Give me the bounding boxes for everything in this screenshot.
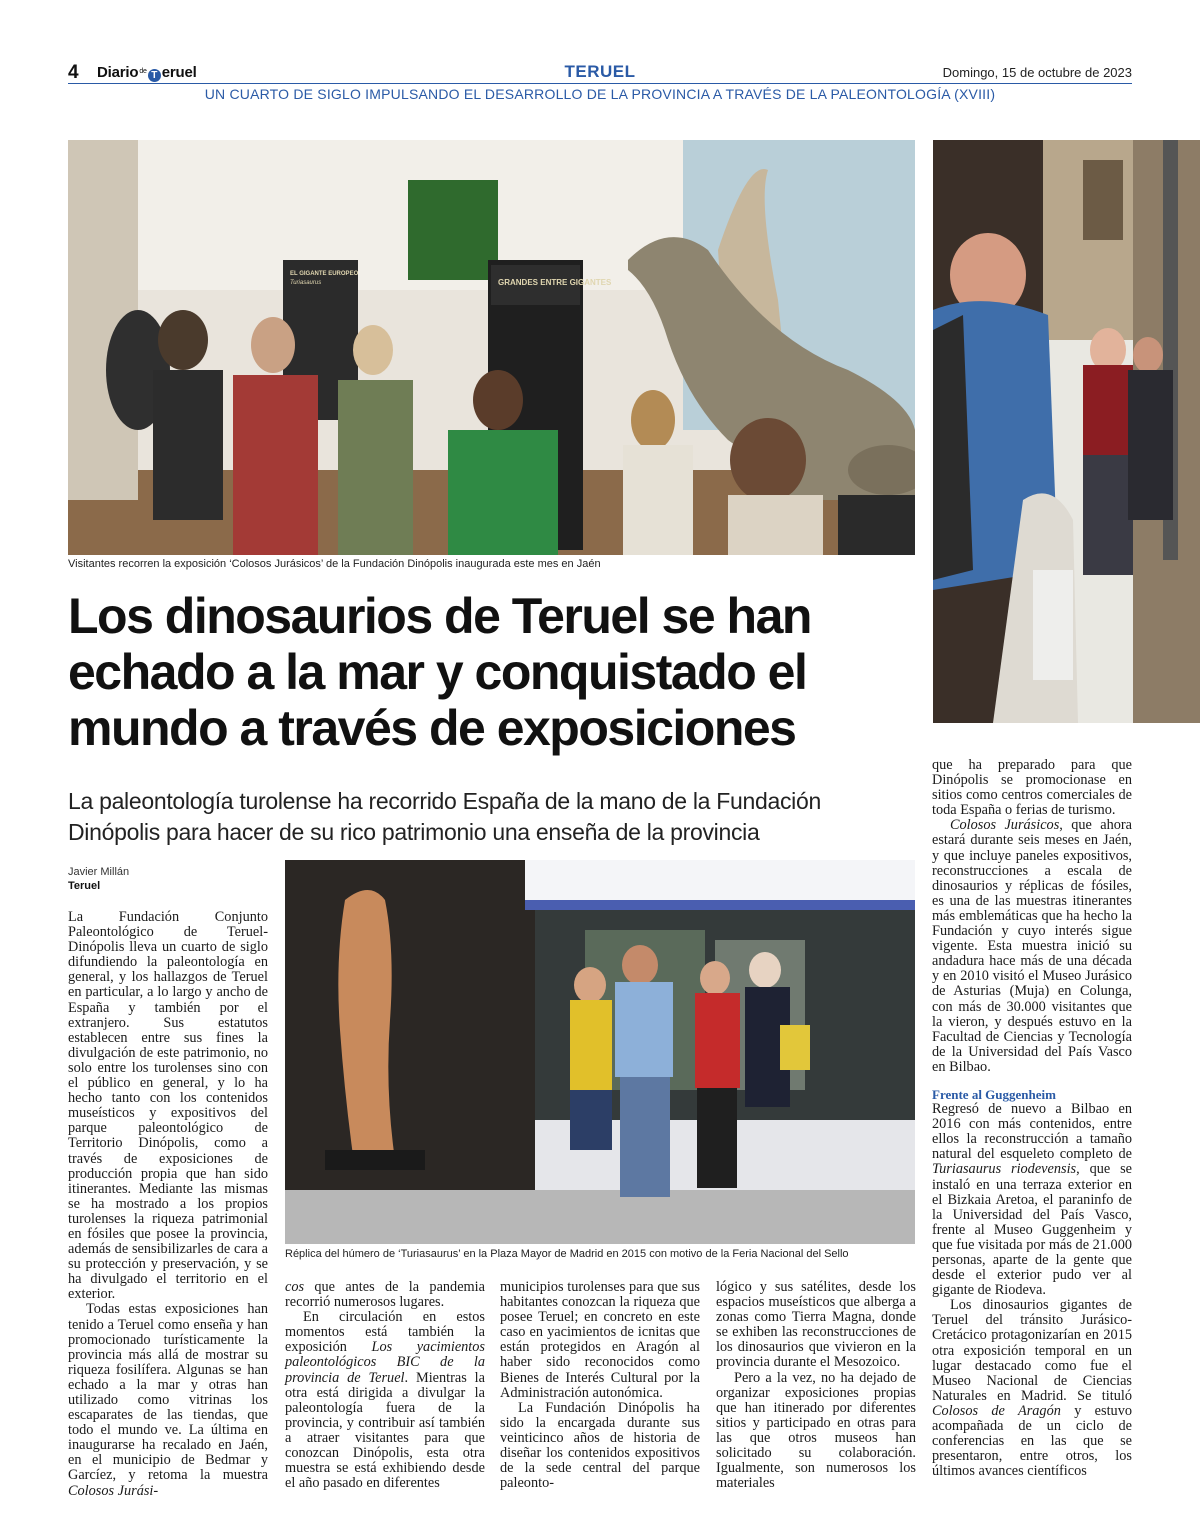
exhibition-photo bbox=[68, 140, 915, 555]
issue-date: Domingo, 15 de octubre de 2023 bbox=[942, 65, 1132, 80]
humerus-replica-photo bbox=[285, 860, 915, 1244]
section-title: TERUEL bbox=[564, 62, 636, 81]
paragraph: La Fundación Conjunto Paleontológico de Teruel-Dinópolis lleva un cuarto de siglo difundiendo la paleontología en general, y los hallazgos de Teruel en particular, a lo largo y ancho de España y también por el extranjero. Sus estatutos establecen entre sus fines la divulgación de este patrimonio, no solo entre los turolenses sino con el público en general, y lo ha hecho tanto con los contenidos museísticos y expositivos del parque paleontológico de Territorio Dinópolis, como a través de exposiciones de producción propia que han sido itinerantes. Mediante las mismas se ha mostrado a los propios turolenses la riqueza patrimonial en fósiles que posee la provincia, además de sensibilizarles de cara a su protección y preservación, y se ha divulgado el territorio en el exterior. bbox=[68, 909, 268, 1303]
article-column-3 bbox=[500, 1280, 700, 1491]
middle-photo-caption: Réplica del húmero de ‘Turiasaurus’ en la Plaza Mayor de Madrid en 2015 con motivo de la Feria Nacional del Sello bbox=[285, 1248, 849, 1260]
panel-title-1b: Turiasaurus bbox=[290, 280, 322, 286]
panel-title-1: EL GIGANTE EUROPEO bbox=[290, 271, 359, 277]
article-column-4 bbox=[716, 1280, 916, 1491]
paragraph: municipios turolenses para que sus habitantes conozcan la riqueza que posee Teruel; en concreto en este caso en yacimientos de icnitas que están protegidos en Aragón al haber sido reconocidos como Bienes de Interés Cultural por la Administración autonómica. bbox=[500, 1279, 700, 1401]
paragraph: Colosos Jurásicos, que ahora estará durante seis meses en Jaén, y que incluye paneles expositivos, reconstrucciones a escala de dinosaurios y réplicas de fósiles, es una de las muestras itinerantes más emblemáticas que ha hecho la Fundación y cuyo interés sigue vigente. Esta muestra inició su andadura hace más de una década y en 2010 visitó el Museo Jurásico de Asturias (Muja) en Colunga, con más de 30.000 visitantes que la vieron, y después estuvo en la Facultad de Ciencias y Tecnología de la Universidad del País Vasco en Bilbao. bbox=[932, 817, 1132, 1075]
paragraph: Pero a la vez, no ha dejado de organizar exposiciones propias que han itinerado por diferentes sitios y participado en otras para las que otros museos han solicitado su colaboración. Igualmente, son numerosos los materiales bbox=[716, 1369, 916, 1492]
page-number: 4 bbox=[68, 62, 79, 83]
paragraph: Regresó de nuevo a Bilbao en 2016 con más contenidos, entre ellos la reconstrucción a tamaño natural del esqueleto completo de Turiasaurus riodevensis, que se instaló en una terraza exterior en el Bizkaia Aretoa, el paraninfo de la Universidad del País Vasco, frente al Museo Guggenheim y que fue visitada por más de 21.000 personas, aparte de la gente que desde el exterior pudo ver al gigante de Riodeva. bbox=[932, 1101, 1132, 1299]
author-location: Teruel bbox=[68, 880, 101, 892]
article-column-2 bbox=[285, 1280, 485, 1491]
section-subtitle: Frente al Guggenheim bbox=[932, 1086, 1056, 1102]
article-headline: Los dinosaurios de Teruel se han echado a la mar y conquistado el mundo a través de exposiciones bbox=[68, 588, 811, 756]
article-column-1 bbox=[68, 910, 268, 1499]
paragraph: cos que antes de la pandemia recorrió numerosos lugares. bbox=[285, 1279, 485, 1311]
paragraph: que ha preparado para que Dinópolis se promocionase en sitios como centros comerciales de toda España o ferias de turismo. bbox=[932, 757, 1132, 819]
paragraph: lógico y sus satélites, desde los espacios museísticos que alberga a zonas como Tierra Magna, donde se exhiben las reconstrucciones de los dinosaurios que vivieron en la provincia durante el Mesozoico. bbox=[716, 1279, 916, 1371]
top-photo-caption: Visitantes recorren la exposición ‘Colosos Jurásicos’ de la Fundación Dinópolis inaugurada este mes en Jaén bbox=[68, 558, 601, 570]
street-photo bbox=[933, 140, 1200, 723]
header-rule bbox=[68, 83, 1132, 84]
newspaper-logo: Diario$^{de}$ T eruel bbox=[97, 64, 197, 81]
paragraph: La Fundación Dinópolis ha sido la encargada durante sus veinticinco años de historia de diseñar los contenidos expositivos de la sede central del parque paleonto- bbox=[500, 1399, 700, 1492]
paragraph: Todas estas exposiciones han tenido a Teruel como enseña y han promocionado turísticamente la provincia más allá de mostrar su riqueza fosilífera. Algunas se han echado a la mar y otras han utilizado como vitrinas los escaparates de las tiendas, que todo el mundo ve. La última en inaugurarse ha recalado en Jaén, en el municipio de Bedmar y Garcíez, y retoma la muestra Colosos Jurási- bbox=[68, 1301, 268, 1499]
paragraph: Los dinosaurios gigantes de Teruel del tránsito Jurásico-Cretácico protagonizarían en 2015 otra exposición temporal en un lugar destacado como fue el Museo Nacional de Ciencias Naturales en Madrid. Se tituló Colosos de Aragón y estuvo acompañada de un ciclo de conferencias en las que se presentaron, entre otros, los últimos avances científicos bbox=[932, 1297, 1133, 1480]
series-title: UN CUARTO DE SIGLO IMPULSANDO EL DESARROLLO DE LA PROVINCIA A TRAVÉS DE LA PALEONTOLOGÍA (XVIII) bbox=[204, 86, 996, 102]
paragraph: En circulación en estos momentos está también la exposición Los yacimientos paleontológicos BIC de la provincia de Teruel. Mientras la otra está dirigida a divulgar la paleontología fuera de la provincia, y contribuir así también a atraer visitantes para que conozcan Dinópolis, esta otra muestra se está exhibiendo desde el año pasado en diferentes bbox=[285, 1309, 485, 1492]
article-column-5 bbox=[932, 758, 1132, 1479]
author-name: Javier Millán bbox=[68, 866, 130, 878]
panel-title-2: GRANDES ENTRE GIGANTES bbox=[498, 278, 612, 287]
article-subhead: La paleontología turolense ha recorrido España de la mano de la Fundación Dinópolis para hacer de su rico patrimonio una enseña de la provincia bbox=[68, 788, 821, 845]
